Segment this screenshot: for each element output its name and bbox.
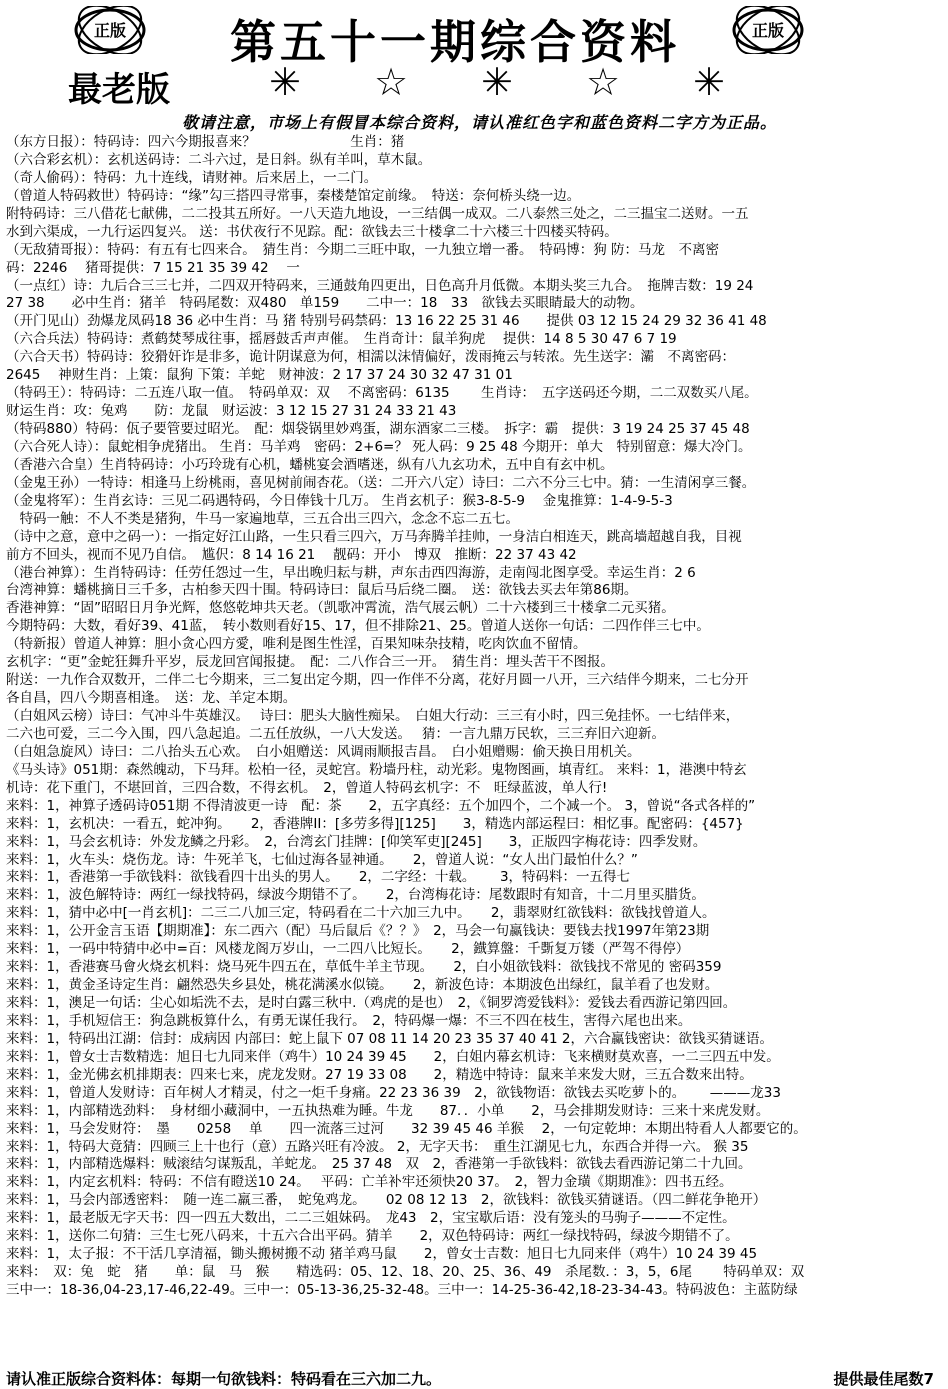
text-line: 来料：1，公开金言玉语【期期准】：东二西六（配）马后鼠后《？？》 2，马会一句赢钱诀：要钱去找1997年第23期	[6, 923, 710, 940]
text-line: 来料：1，神算子透码诗051期 不得清波更一诗 配：茶 2，五字真经：五个加四个，二个减一个。 3，曾说“各式各样的”	[6, 797, 756, 814]
text-line: 附送：一九作合双数开，二伴二七今期来，三二复出定今期，四一作伴不分离，花好月圆一八开，三六结伴今期来，二七分开	[6, 672, 749, 689]
text-line: 来料：1，玄机决：一看五，蛇冲狗。 2，香港牌II：[多劳多得][125] 3，精选内部运程曰：相忆事。配密码：{457}	[6, 815, 744, 832]
text-line: 来料：1，金光佛玄机排期表：四来七来，虎龙发财。27 19 33 08 2，精选中特诗：鼠来羊来发大财，三五合数来出特。	[6, 1066, 753, 1083]
content-body	[6, 134, 942, 1300]
footer-text: 请认准正版综合资料体：每期一句欲钱料：特码看在三六加二九。	[6, 1370, 442, 1388]
text-line: 三中一：18-36,04-23,17-46,22-49。三中一：05-13-36,25-32-48。三中一：14-25-36-42,18-23-34-43。特码波色：主蓝防绿	[6, 1282, 798, 1298]
text-line: （无敌猜哥报）：特码：有五有七四来合。 猜生肖：今期二三旺中取，一九独立增一番。 特码博：狗 防：马龙 不离密	[6, 241, 720, 258]
left-logo-icon	[70, 6, 150, 54]
text-line: 香港神算：“固”昭昭日月争光辉，悠悠乾坤共天老。（凯歌冲霄流，浩气展云帆）二十六楼到三十楼拿二元买猪。	[6, 600, 675, 617]
text-line: 财运生肖：攻：兔鸡 防：龙鼠 财运波：3 12 15 27 31 24 33 21 43	[6, 403, 457, 420]
text-line: （港台神算）：生肖特码诗：任劳任怨过一生，早出晚归耘与耕，声东击西四海游，走南闯北图享受。幸运生肖：2 6	[6, 564, 696, 581]
text-line: 来料：1，特码大竟猜：四顾三上十也行（意）五路兴旺有冷波。 2，无字天书： 重生江湖见七九，东西合并得一六。 猴 35	[6, 1138, 749, 1155]
text-line: 来料：1，黄金圣诗定生肖：翩然恐失乡县处，桃花满溪水似镜。 2，新波色诗：本期波色出绿红，鼠羊看了也发财。	[6, 977, 719, 994]
text-line: 二六也可爱，三二今入围，四八急起追。二五任放纵，一八大发送。 猜：一言九鼎万民软，三三弃旧六迎新。	[6, 725, 666, 742]
text-line: （东方日报）：特码诗：四六今期报喜来？ 生肖：猪	[6, 134, 405, 150]
text-line: 来料：1，澳足一句话：尘心如垢洗不去，是时白露三秋中.（鸡虎的是也） 2，《铜罗湾爱钱料》：爱钱去看西游记第四回。	[6, 995, 737, 1011]
text-line: 水到六渠成，一九行运四复兴。 送：书伏夜行不见踪。配：欲钱去三十楼拿二十六楼三十四楼买特码。	[6, 223, 618, 240]
edition-label: 最老版	[68, 70, 170, 110]
text-line: 各自昌，四八今期喜相逢。 送：龙、羊定本期。	[6, 690, 297, 707]
text-line: （六合天书）特码诗：狡猾奸诈是非多，诡计阴谋意为何，相濡以沫情偏好，泼雨掩云与转浓。先生送字：灞 不离密码：	[6, 349, 735, 366]
text-line: （诗中之意，意中之码一）：一指定好江山路，一生只看三四六，万马奔腾羊挂帅，一身洁白相连天，跳高墙超越自我，目视	[6, 528, 742, 545]
text-line: 来料：1，猜中必中[一肖玄机]：二三二八加三定，特码看在二十六加三九中。 2，翡翠财红欲钱料：欲钱找曾道人。	[6, 905, 716, 922]
text-line: 27 38 必中生肖：猪羊 特码尾数：双480 单159 二中一：18 33 欲钱去买眼睛最大的动物。	[6, 295, 644, 312]
star-icon: ✳	[693, 60, 725, 104]
right-logo-text: 正版	[751, 21, 784, 40]
header	[0, 0, 948, 132]
text-line: （奇人偷码）：特码：九十连线，请财神。后来居上，一二门。	[6, 169, 378, 186]
text-line: （六合死人诗）：鼠蛇相争虎猪出。 生肖：马羊鸡 密码：2+6=？ 死人码：9 25 48 今期开：单大 特别留意：爆大冷门。	[6, 438, 752, 455]
text-line: 来料：1，马会内部透密料： 随一连二羸三番， 蛇兔鸡龙。 02 08 12 13 2，欲钱料：欲钱买猜谜语。（四二鲜花争艳开）	[6, 1192, 767, 1209]
text-line: 台湾神算：蟠桃摘日三千多，古柏参天四十围。特码诗曰：鼠后马后绕二圈。 送：欲钱去买去年第86期。	[6, 582, 638, 599]
page-title: 第五十一期综合资料	[230, 15, 680, 69]
text-line: 2645 神财生肖：上策：鼠狗 下策：羊蛇 财神波：2 17 37 24 30 32 47 31 01	[6, 367, 513, 384]
text-line: 来料：1，马会发财符： 墨 0258 单 四一流落三过河 32 39 45 46 羊猴 2，一句定乾坤：本期出特看人人都要它的。	[6, 1120, 807, 1137]
text-line: （白姐急旋风）诗曰：二八抬头五心欢。 白小姐赠送：风调雨顺报吉昌。 白小姐赠赐：偷天换日用机关。	[6, 743, 641, 760]
text-line: 来料：1，曾女士吉数精选：旭日七九同来伴（鸡牛）10 24 39 45 2，白姐内幕玄机诗：飞来横财莫欢喜，一二三四五中发。	[6, 1048, 780, 1065]
text-line: 今期特码：大数，看好39、41蓝， 转小数则看好15、17，但不排除21、25。曾道人送你一句话：二四作伴三七中。	[6, 618, 710, 635]
text-line: 来料：1，太子报：不干活几享清福，锄头搬树搬不动 猪羊鸡马鼠 2，曾女士吉数：旭日七九同来伴（鸡牛）10 24 39 45	[6, 1246, 758, 1263]
star-icon: ✳	[481, 60, 513, 104]
text-line: （六合兵法）特码诗：煮鹤焚琴成往事，摇唇鼓舌声声催。 生肖奇计：鼠羊狗虎 提供：14 8 5 30 47 6 7 19	[6, 331, 677, 348]
star-icon: ☆	[373, 60, 409, 104]
text-line: 来料：1，内定玄机料：特码：不信有瞪送10 24。 平码：亡羊补牢还须快20 37。 2，智力金璜《期期准》：四书五经。	[6, 1174, 733, 1191]
footer	[6, 1368, 942, 1389]
text-line: 来料：1，内部精选劲料： 身材细小藏洞中，一五执热难为睡。牛龙 87．．小单 2，马会排期发财诗：三来十来虎发财。	[6, 1102, 770, 1119]
star-icon: ☆	[585, 60, 621, 104]
text-line: （开门见山）劲爆龙凤码18 36 必中生肖：马 猪 特别号码禁码：13 16 22 25 31 46 提供 03 12 15 24 29 32 36 41 48	[6, 313, 767, 330]
notice-text: 敬请注意，市场上有假冒本综合资料，请认准红色字和蓝色资料二字方为正品。	[182, 113, 778, 132]
text-line: 特码一触：不人不类是猪狗，牛马一家遍地草，三五合出三四六，念念不忘二五七。	[6, 510, 519, 527]
text-line: 前方不回头，视而不见乃自信。 尴伬：8 14 16 21 靓码：开小 博双 推断：22 37 43 42	[6, 546, 577, 563]
text-line: （白姐风云榜）诗曰：气冲斗牛英雄汉。 诗曰：肥头大脑性痴呆。 白姐大行动：三三有小时，四三免挂怀。一七结伴来，	[6, 708, 740, 724]
left-logo-text: 正版	[93, 21, 126, 40]
text-line: （六合彩玄机）：玄机送码诗：二斗六过，是日斜。纵有羊叫，草木鼠。	[6, 151, 432, 168]
text-line: 来料：1，香港赛马會火烧玄机料：烧马死牛四五在，草低牛羊主节现。 2，白小姐欲钱料：欲钱找不常见的 密码359	[6, 959, 722, 976]
text-line: 来料：1，火车头：烧伤龙。诗：牛死羊飞，七仙过海各显神通。 2，曾道人说：“女人出门最怕什么？”	[6, 851, 638, 868]
text-line: 来料：1，马会玄机诗：外发龙鳞之丹彩。 2，台湾玄门挂牌：[仰笑军吏][245] 3，正版四字梅花诗：四季发财。	[6, 833, 707, 850]
text-line: （特新报）曾道人神算：胆小贪心四方愛，唯利是图生性淫，百果知味杂技精，吃肉饮血不留情。	[6, 636, 587, 653]
text-line: 来料：1，香港第一手欲钱料：欲钱看四十出头的男人。 2，二字经：十载。 3，特码料：一五得七	[6, 869, 631, 886]
text-line: 来料：1，曾道人发财诗：百年树人才精灵，付之一炬千身痛。22 23 36 39 2，欲钱物语：欲钱去买吃萝卜的。 ———龙33	[6, 1084, 781, 1101]
footer-right-text: 提供最佳尾数7	[833, 1370, 934, 1388]
text-line: （金鬼王孙）一特诗：相逢马上纷桃雨，喜见树前闹杏花。（送：二开六八定）诗曰：二六不分三七中。猜：一生清闲享三餐。	[6, 474, 756, 491]
text-line: （特码王）：特码诗：二五连八取一值。 特码单双：双 不离密码：6135 生肖诗： 五字送码还今期，二二双数买八尾。	[6, 385, 758, 402]
text-line: （特码880）特码：佤子要管要过昭光。 配：烟袋锅里妙鸡蛋，湖东酒家二三楼。 拆字：霸 提供：3 19 24 25 37 45 48	[6, 421, 750, 437]
star-icon: ✳	[269, 60, 301, 104]
text-line: 来料：1，波色解特诗：两红一绿找特码，绿波今期错不了。 2，台湾梅花诗：尾数跟时有知音，十二月里买腊货。	[6, 887, 705, 904]
text-line: （一点红）诗：九后合三三七并，二四双开特码来，三通鼓角四更出，日色高升月低微。本期头奖三九合。 拖牌吉数：19 24	[6, 277, 754, 294]
star-row	[232, 60, 762, 104]
text-line: 玄机字：“更”金蛇狂舞升平岁，辰龙回宫闻报捷。 配：二八作合三一开。 猜生肖：埋头苦干不图报。	[6, 654, 614, 671]
text-line: 来料：1，特码出江湖：信封：成病因 内部曰：蛇上鼠下 07 08 11 14 20 23 35 37 40 41 2，六合赢钱密诀：欲钱买猜谜语。	[6, 1030, 773, 1047]
text-line: （金鬼将军）：生肖玄诗：三见二码遇特码，今日俸钱十几万。 生肖玄机子：猴3-8-5-9 金鬼推算：1-4-9-5-3	[6, 492, 673, 509]
text-line: 《马头诗》051期：森然魄动，下马拜。松柏一径，灵蛇宫。粉墙丹柱，动光彩。鬼物图画，填青红。 来料：1，港澳中特玄	[6, 761, 747, 778]
text-line: 来料：1，手机短信王：狗急跳板算什么，有勇无谋任我行。 2，特码爆一爆：不三不四在枝生，害得六尾也出来。	[6, 1012, 692, 1029]
text-line: 来料：1，送你二句猜：三生七死八码来，十五六合出平码。猜羊 2，双色特码诗：两红一绿找特码，绿波今期错不了。	[6, 1228, 739, 1245]
text-line: 来料： 双：兔 蛇 猪 单：鼠 马 猴 精选码：05、12、18、20、25、36、49 杀尾数．：3，5，6尾 特码单双：双	[6, 1264, 805, 1281]
text-line: （曾道人特码救世）特码诗：“缘”勾三搭四寻常事，秦楼楚馆定前缘。 特送：奈何桥头绕一边。	[6, 187, 581, 204]
right-logo-icon	[728, 6, 808, 54]
text-line: 机诗：花下重门，不堪回首，三四合数，不得玄机。 2，曾道人特码玄机字：不 旺绿蓝波，单人行!	[6, 779, 608, 796]
text-line: 附特码诗：三八借花七献佛，二二投其五所好。一八天造九地设，一三结偶一成双。二八泰然三处之，二三揾宝二送财。一五	[6, 205, 749, 222]
text-line: 来料：1，一码中特猜中必中=百：风楼龙阁万岁山，一二四八比短长。 2，鐡算盤：千斲复万镂（严驾不得停）	[6, 941, 690, 958]
text-line: 来料：1，内部精选爆料：贼滚结匀谋叛乱，羊蛇龙。 25 37 48 双 2，香港第一手欲钱料：欲钱去看西游记第二十九回。	[6, 1156, 752, 1173]
text-line: （香港六合皇）生肖特码诗：小巧玲珑有心机，蟠桃宴会酒嗜迷，纵有八九玄功术，五中自有玄中机。	[6, 456, 614, 473]
text-line: 码：2246 猪哥提供：7 15 21 35 39 42 一	[6, 259, 300, 276]
text-line: 来料：1，最老版无字天书：四一四五大数出，二二三姐妹码。 龙43 2，宝宝歇后语：没有笼头的马驹子———不定性。	[6, 1210, 736, 1227]
